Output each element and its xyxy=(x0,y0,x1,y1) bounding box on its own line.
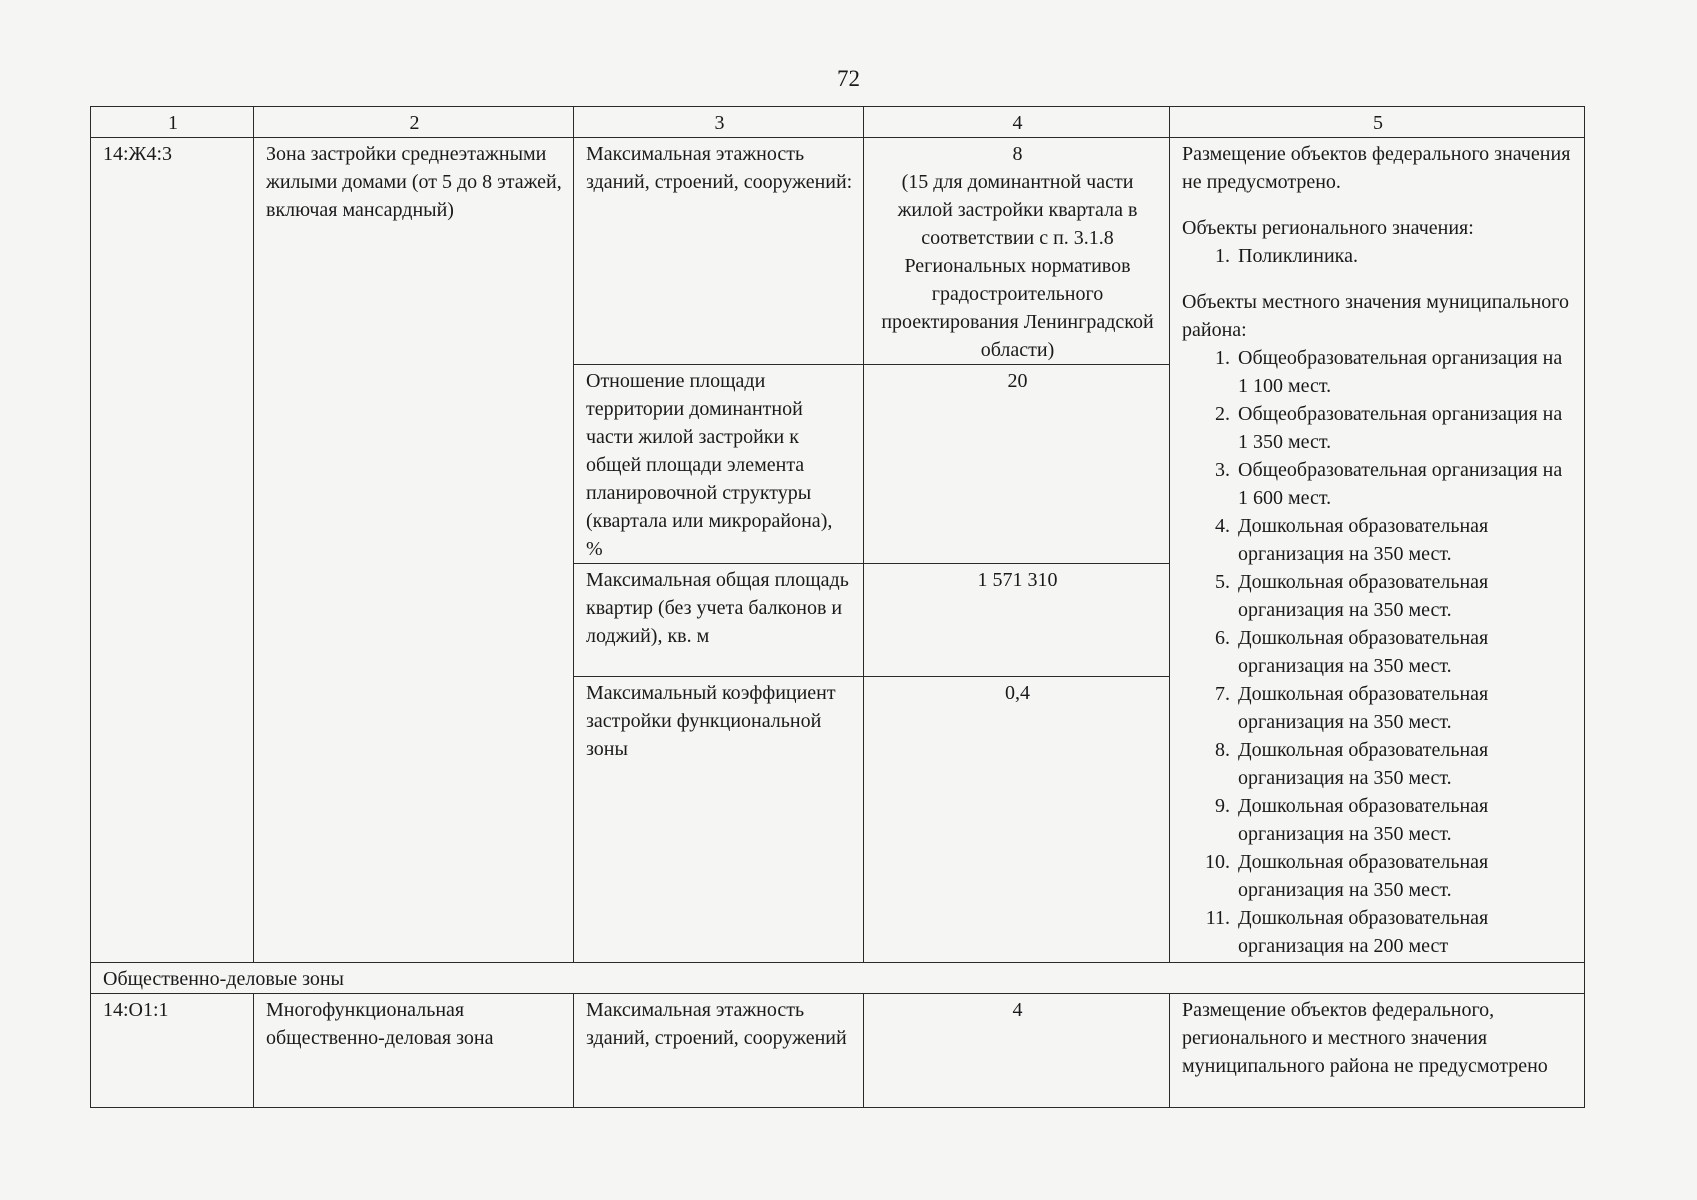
list-item xyxy=(1182,848,1574,904)
list-item-number: 8. xyxy=(1215,739,1230,761)
zone-code: 14:О1:1 xyxy=(91,994,254,1108)
list-item-number: 7. xyxy=(1215,683,1230,705)
list-item xyxy=(1182,344,1574,400)
list-item-number: 1. xyxy=(1215,245,1230,267)
header-cell: 2 xyxy=(254,107,574,138)
header-cell: 5 xyxy=(1170,107,1585,138)
local-objects-list xyxy=(1182,344,1574,960)
list-item-text: Поликлиника. xyxy=(1238,245,1358,267)
param-label: Максимальная общая площадь квартир (без учета балконов и лоджий), кв. м xyxy=(574,564,864,677)
param-value: 20 xyxy=(864,365,1170,564)
list-item-text: Общеобразовательная организация на 1 600 мест. xyxy=(1238,459,1563,509)
param-value: 1 571 310 xyxy=(864,564,1170,677)
objects-cell xyxy=(1170,138,1585,963)
objects-cell: Размещение объектов федерального, регионального и местного значения муниципального района не предусмотрено xyxy=(1170,994,1585,1108)
list-item-text: Общеобразовательная организация на 1 100 мест. xyxy=(1238,347,1563,397)
list-item-text: Дошкольная образовательная организация на 350 мест. xyxy=(1238,739,1489,789)
list-item-text: Общеобразовательная организация на 1 350 мест. xyxy=(1238,403,1563,453)
param-label: Максимальный коэффициент застройки функциональной зоны xyxy=(574,677,864,963)
param-value: 4 xyxy=(864,994,1170,1108)
list-item xyxy=(1182,242,1574,270)
header-cell: 4 xyxy=(864,107,1170,138)
list-item-number: 10. xyxy=(1205,851,1230,873)
regional-objects-title: Объекты регионального значения: xyxy=(1182,217,1474,239)
regional-objects-list xyxy=(1182,242,1574,270)
zones-table xyxy=(90,106,1585,1108)
federal-objects-text: Размещение объектов федерального значения не предусмотрено. xyxy=(1182,143,1571,193)
page-number: 72 xyxy=(837,66,860,91)
param-value: 8 (15 для доминантной части жилой застройки квартала в соответствии с п. 3.1.8 Региональных нормативов градостроительного проектирования Ленинградской области) xyxy=(864,138,1170,365)
list-item-number: 11. xyxy=(1205,907,1230,929)
local-objects-title: Объекты местного значения муниципального района: xyxy=(1182,291,1569,341)
header-cell: 3 xyxy=(574,107,864,138)
list-item-number: 6. xyxy=(1215,627,1230,649)
list-item-number: 2. xyxy=(1215,403,1230,425)
param-label: Отношение площади территории доминантной части жилой застройки к общей площади элемента планировочной структуры (квартала или микрорайона), % xyxy=(574,365,864,564)
list-item xyxy=(1182,792,1574,848)
list-item-text: Дошкольная образовательная организация на 350 мест. xyxy=(1238,795,1489,845)
list-item-number: 1. xyxy=(1215,347,1230,369)
list-item xyxy=(1182,904,1574,960)
list-item xyxy=(1182,680,1574,736)
header-cell: 1 xyxy=(91,107,254,138)
list-item-text: Дошкольная образовательная организация на 350 мест. xyxy=(1238,515,1489,565)
table-row xyxy=(91,138,1585,365)
list-item xyxy=(1182,736,1574,792)
list-item xyxy=(1182,400,1574,456)
param-label: Максимальная этажность зданий, строений, сооружений xyxy=(574,994,864,1108)
zone-name: Многофункциональная общественно-деловая зона xyxy=(254,994,574,1108)
section-row xyxy=(91,963,1585,994)
list-item-text: Дошкольная образовательная организация на 350 мест. xyxy=(1238,851,1489,901)
section-title: Общественно-деловые зоны xyxy=(91,963,1585,994)
list-item xyxy=(1182,624,1574,680)
list-item-text: Дошкольная образовательная организация на 350 мест. xyxy=(1238,571,1489,621)
list-item-text: Дошкольная образовательная организация на 350 мест. xyxy=(1238,627,1489,677)
list-item xyxy=(1182,512,1574,568)
list-item xyxy=(1182,456,1574,512)
list-item-number: 5. xyxy=(1215,571,1230,593)
list-item-text: Дошкольная образовательная организация на 350 мест. xyxy=(1238,683,1489,733)
list-item xyxy=(1182,568,1574,624)
list-item-number: 3. xyxy=(1215,459,1230,481)
zone-code: 14:Ж4:3 xyxy=(91,138,254,963)
list-item-text: Дошкольная образовательная организация на 200 мест xyxy=(1238,907,1489,957)
list-item-number: 9. xyxy=(1215,795,1230,817)
zone-name: Зона застройки среднеэтажными жилыми домами (от 5 до 8 этажей, включая мансардный) xyxy=(254,138,574,963)
table-row xyxy=(91,994,1585,1108)
param-value: 0,4 xyxy=(864,677,1170,963)
table-header-row xyxy=(91,107,1585,138)
param-label: Максимальная этажность зданий, строений, сооружений: xyxy=(574,138,864,365)
list-item-number: 4. xyxy=(1215,515,1230,537)
